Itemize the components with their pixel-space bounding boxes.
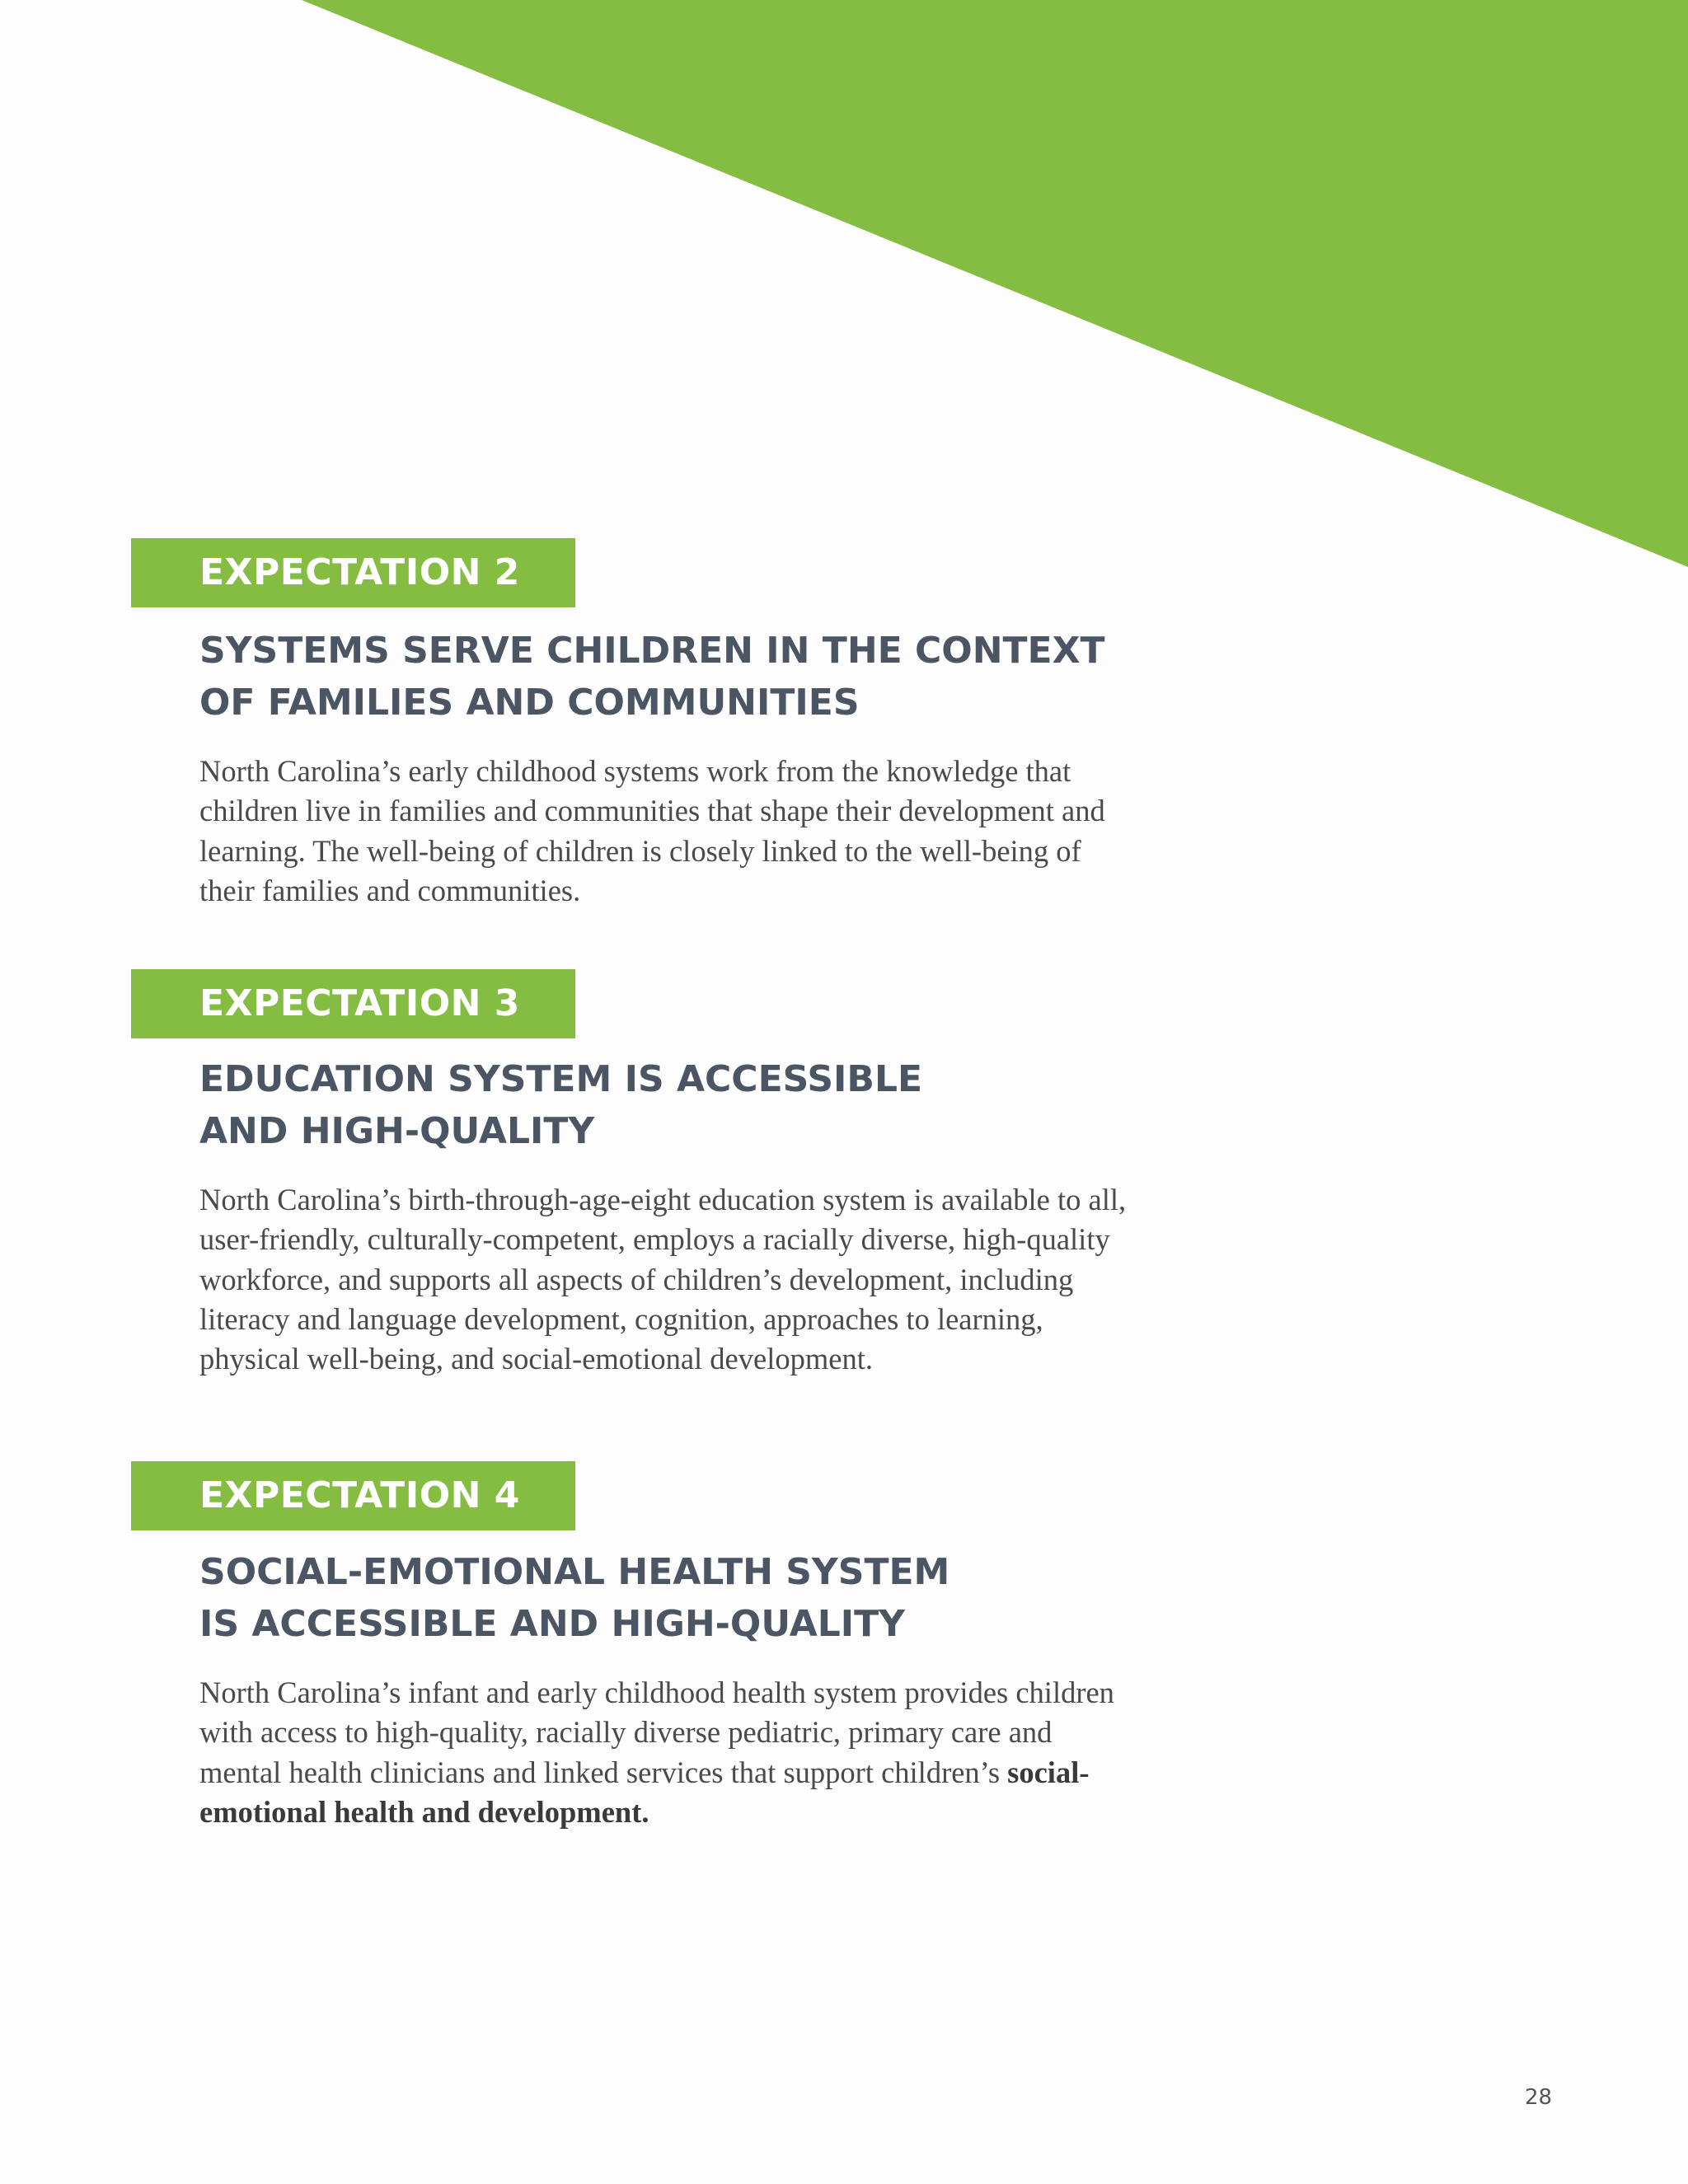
expectation-body bbox=[199, 1180, 1126, 1379]
heading-line: SYSTEMS SERVE CHILDREN IN THE CONTEXT bbox=[199, 630, 1105, 672]
expectation-body bbox=[199, 1673, 1114, 1832]
green-triangle-shape bbox=[302, 0, 1688, 567]
body-line: North Carolina’s early childhood systems work from the knowledge that bbox=[199, 754, 1071, 788]
body-line: their families and communities. bbox=[199, 873, 581, 907]
heading-line: EDUCATION SYSTEM IS ACCESSIBLE bbox=[199, 1058, 923, 1100]
body-bold-text: social- bbox=[1007, 1755, 1090, 1789]
body-line: workforce, and supports all aspects of children’s development, including bbox=[199, 1262, 1074, 1296]
body-line: North Carolina’s birth-through-age-eight education system is available to all, bbox=[199, 1183, 1127, 1216]
heading-line: OF FAMILIES AND COMMUNITIES bbox=[199, 682, 860, 724]
body-line: physical well-being, and social-emotional development. bbox=[199, 1342, 873, 1376]
body-line: mental health clinicians and linked services that support children’s bbox=[199, 1755, 1008, 1789]
page-number: 28 bbox=[1525, 2085, 1553, 2110]
expectation-label-bar: EXPECTATION 3 bbox=[131, 969, 575, 1038]
expectation-heading bbox=[199, 1053, 922, 1157]
heading-line: SOCIAL-EMOTIONAL HEALTH SYSTEM bbox=[199, 1551, 950, 1593]
corner-triangle-graphic bbox=[0, 0, 1688, 577]
expectation-label-bar: EXPECTATION 2 bbox=[131, 538, 575, 607]
heading-line: AND HIGH-QUALITY bbox=[199, 1110, 595, 1152]
body-line: literacy and language development, cognition, approaches to learning, bbox=[199, 1301, 1043, 1336]
body-line: user-friendly, culturally-competent, employs a racially diverse, high-quality bbox=[199, 1222, 1110, 1257]
body-bold-text: emotional health and development. bbox=[199, 1794, 649, 1829]
body-line: children live in families and communities that shape their development and bbox=[199, 794, 1105, 828]
body-line: with access to high-quality, racially diverse pediatric, primary care and bbox=[199, 1715, 1053, 1750]
expectation-label-bar: EXPECTATION 4 bbox=[131, 1461, 575, 1530]
body-line: learning. The well-being of children is closely linked to the well-being of bbox=[199, 833, 1081, 868]
heading-line: IS ACCESSIBLE AND HIGH-QUALITY bbox=[199, 1603, 906, 1645]
expectation-heading bbox=[199, 1546, 950, 1650]
body-line: North Carolina’s infant and early childhood health system provides children bbox=[199, 1675, 1114, 1709]
expectation-body bbox=[199, 752, 1105, 911]
expectation-heading bbox=[199, 625, 1105, 729]
